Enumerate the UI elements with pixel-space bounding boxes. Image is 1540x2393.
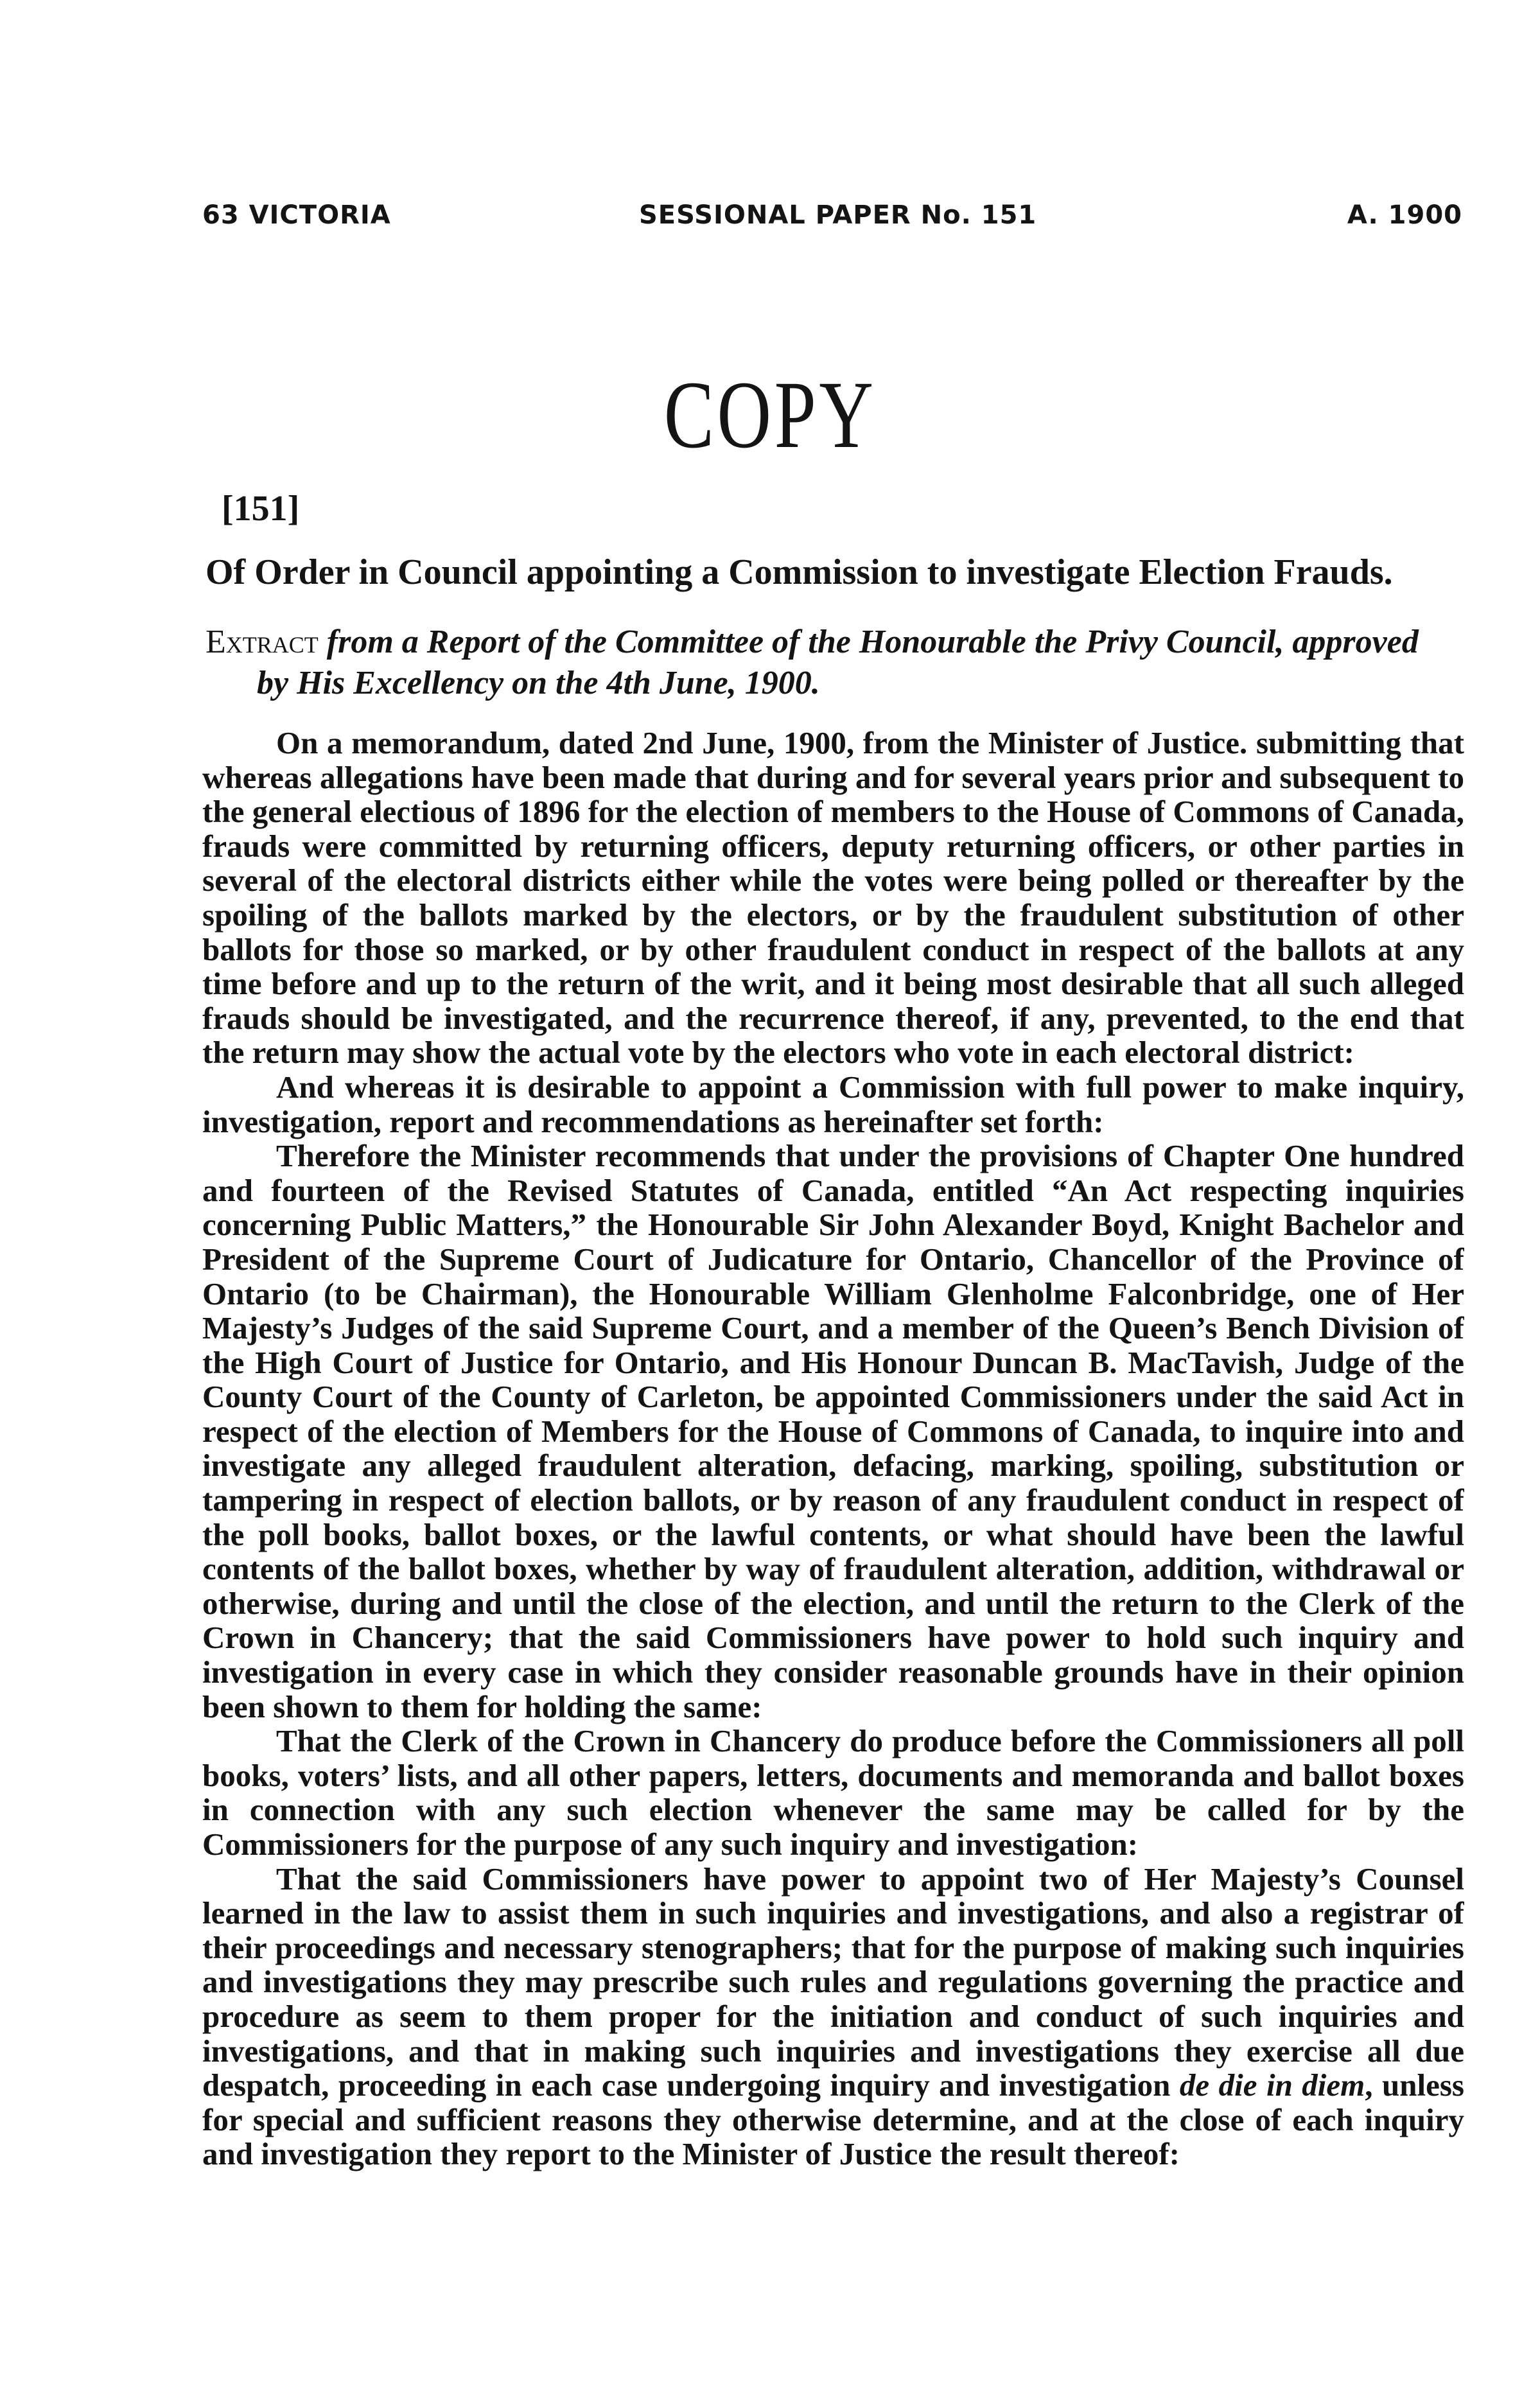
paragraph-memorandum: On a memorandum, dated 2nd June, 1900, from the Minister of Justice. submitting that whereas allegations have been made that during and for several years prior and subsequent to the general electious of 1896 for the election of members to the House of Commons of Canada, frauds were committed by returning officers, deputy returning officers, or other parties in several of the electoral districts either while the votes were being polled or thereafter by the spoiling of the ballots marked by the electors, or by the fraudulent substitution of other ballots for those so marked, or by other fraudulent conduct in respect of the ballots at any time before and up to the return of the writ, and it being most desirable that all such alleged frauds should be investigated, and the recurrence thereof, if any, prevented, to the end that the return may show the actual vote by the electors who vote in each electoral district: (202, 726, 1464, 1071)
extract-lead: Extract (206, 624, 319, 660)
header-volume: 63 VICTORIA (202, 200, 391, 230)
header-sessional-paper: SESSIONAL PAPER No. 151 (639, 200, 1037, 230)
order-title: Of Order in Council appointing a Commission to investigate Election Frauds. (206, 552, 1393, 592)
paragraph-recommendation: Therefore the Minister recommends that under the provisions of Chapter One hundred and fourteen of the Revised Statutes of Canada, entitled “An Act respecting inquiries concerning Public Matters,” the Honourable Sir John Alexander Boyd, Knight Bachelor and President of the Supreme Court of Judicature for Ontario, Chancellor of the Province of Ontario (to be Chairman), the Honourable William Glenholme Falconbridge, one of Her Majesty’s Judges of the said Supreme Court, and a member of the Queen’s Bench Division of the High Court of Justice for Ontario, and His Honour Duncan B. MacTavish, Judge of the County Court of the County of Carleton, be appointed Commissioners under the said Act in respect of the election of Members for the House of Commons of Canada, to inquire into and investigate any alleged fraudulent alteration, defacing, marking, spoiling, substitution or tampering in respect of election ballots, or by reason of any fraudulent conduct in respect of the poll books, ballot boxes, or the lawful contents, or what should have been the lawful contents of the ballot boxes, whether by way of fraudulent alteration, addition, withdrawal or otherwise, during and until the close of the election, and until the return to the Clerk of the Crown in Chancery; that the said Commissioners have power to hold such inquiry and investigation in every case in which they consider reasonable grounds have in their opinion been shown to them for holding the same: (202, 1138, 1464, 1724)
body-text (202, 726, 1464, 2344)
running-header (202, 200, 1462, 239)
paragraph-whereas: And whereas it is desirable to appoint a Commission with full power to make inquiry, investigation, report and recommendations as hereinafter set forth: (202, 1069, 1464, 1139)
paragraph-clerk: That the Clerk of the Crown in Chancery do produce before the Commissioners all poll books, voters’ lists, and all other papers, letters, documents and memoranda and ballot boxes in connection with any such election whenever the same may be called for by the Commissioners for the purpose of any such inquiry and investigation: (202, 1723, 1464, 1862)
paragraph-counsel-part-2: , unless for special and sufficient reasons they otherwise determine, and at the close of each inquiry and investigation they report to the Minister of Justice the result thereof: (202, 2067, 1464, 2172)
extract-line-1: from a Report of the Committee of the Honourable the Privy Council, approved (318, 624, 1419, 660)
extract-note (206, 622, 1464, 704)
paragraph-counsel-part-1: That the said Commissioners have power to appoint two of Her Majesty’s Counsel learned in the law to assist them in such inquiries and investigations, and also a registrar of their proceedings and necessary stenographers; that for the purpose of making such inquiries and investigations they may prescribe such rules and regulations governing the practice and procedure as seem to them proper for the initiation and conduct of such inquiries and investigations, and that in making such inquiries and investigations they exercise all due despatch, proceeding in each case undergoing inquiry and investigation (202, 1861, 1464, 2103)
extract-line-2: by His Excellency on the 4th June, 1900. (257, 665, 820, 701)
paper-number: [151] (222, 489, 300, 529)
latin-phrase: de die in diem (1179, 2067, 1365, 2103)
header-year: A. 1900 (1347, 200, 1462, 230)
copy-title: COPY (663, 362, 877, 468)
paragraph-counsel (202, 1862, 1464, 2171)
